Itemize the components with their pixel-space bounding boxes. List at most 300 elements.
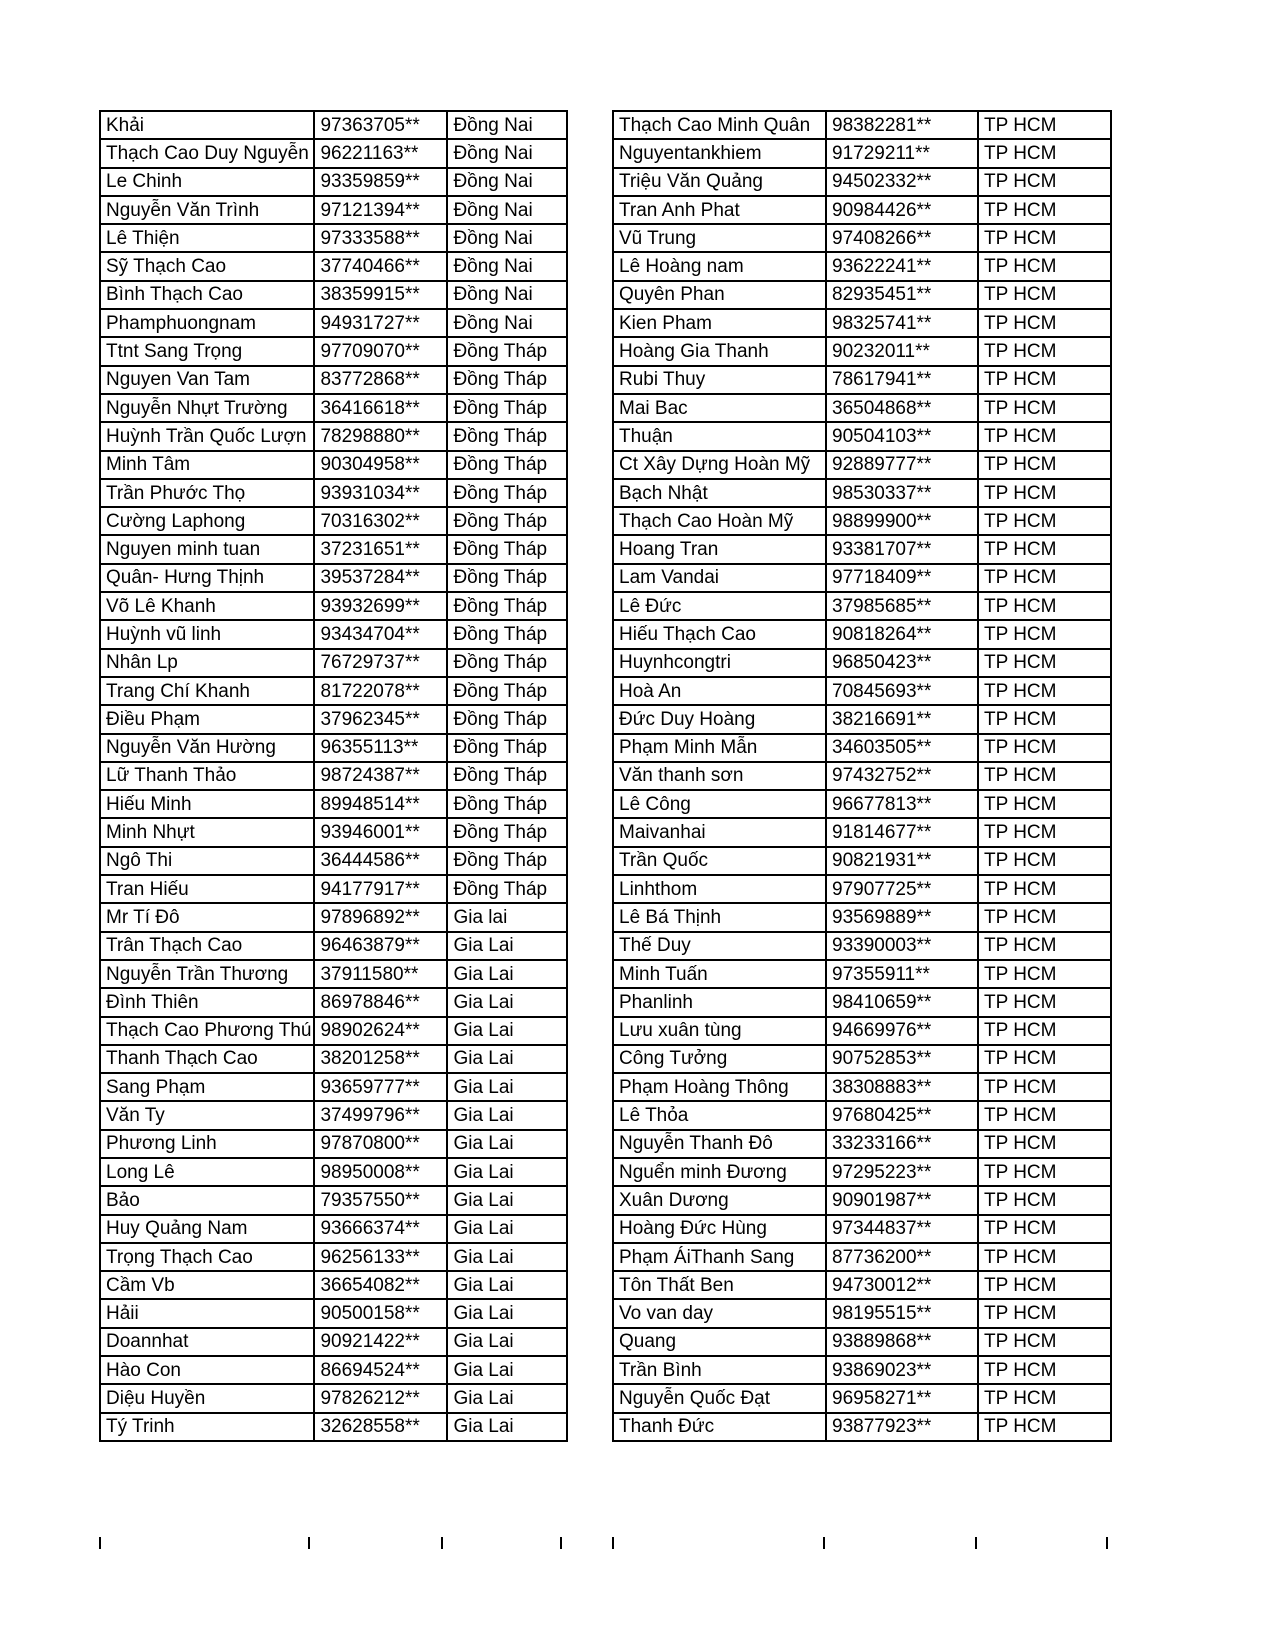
- province-cell: TP HCM: [978, 988, 1111, 1016]
- phone-cell: 94730012**: [826, 1271, 978, 1299]
- table-row: [100, 422, 567, 450]
- phone-cell: 91814677**: [826, 818, 978, 846]
- phone-cell: 38359915**: [314, 281, 447, 309]
- table-row: [613, 620, 1111, 648]
- name-cell: Le Chinh: [100, 168, 314, 196]
- phone-cell: 98195515**: [826, 1299, 978, 1327]
- table-row: [613, 762, 1111, 790]
- province-cell: Gia Lai: [447, 1356, 567, 1384]
- table-row: [100, 139, 567, 167]
- phone-cell: 81722078**: [314, 677, 447, 705]
- phone-cell: 93666374**: [314, 1215, 447, 1243]
- table-row: [100, 620, 567, 648]
- province-cell: TP HCM: [978, 507, 1111, 535]
- phone-cell: 96256133**: [314, 1243, 447, 1271]
- province-cell: Gia Lai: [447, 988, 567, 1016]
- phone-cell: 36504868**: [826, 394, 978, 422]
- phone-cell: 86978846**: [314, 988, 447, 1016]
- phone-cell: 82935451**: [826, 281, 978, 309]
- phone-cell: 38308883**: [826, 1073, 978, 1101]
- phone-cell: 93889868**: [826, 1328, 978, 1356]
- table-row: [613, 1101, 1111, 1129]
- phone-cell: 90901987**: [826, 1186, 978, 1214]
- name-cell: Bảo: [100, 1186, 314, 1214]
- province-cell: TP HCM: [978, 649, 1111, 677]
- table-row: [613, 1215, 1111, 1243]
- table-row: [613, 677, 1111, 705]
- name-cell: Bình Thạch Cao: [100, 281, 314, 309]
- province-cell: Gia Lai: [447, 1186, 567, 1214]
- table-row: [100, 649, 567, 677]
- province-cell: Đồng Tháp: [447, 620, 567, 648]
- table-row: [100, 960, 567, 988]
- table-row: [100, 1243, 567, 1271]
- name-cell: Thạch Cao Duy Nguyễn: [100, 139, 314, 167]
- phone-cell: 97121394**: [314, 196, 447, 224]
- table-row: [613, 1271, 1111, 1299]
- province-cell: TP HCM: [978, 1271, 1111, 1299]
- name-cell: Huy Quảng Nam: [100, 1215, 314, 1243]
- name-cell: Hoàng Đức Hùng: [613, 1215, 826, 1243]
- phone-cell: 98325741**: [826, 309, 978, 337]
- table-row: [100, 1271, 567, 1299]
- province-cell: TP HCM: [978, 705, 1111, 733]
- table-row: [100, 1356, 567, 1384]
- table-row: [613, 535, 1111, 563]
- table-row: [100, 394, 567, 422]
- phone-cell: 98902624**: [314, 1017, 447, 1045]
- name-cell: Thuận: [613, 422, 826, 450]
- province-cell: Đồng Tháp: [447, 677, 567, 705]
- province-cell: Gia Lai: [447, 1413, 567, 1441]
- province-cell: TP HCM: [978, 1299, 1111, 1327]
- phone-cell: 37962345**: [314, 705, 447, 733]
- table-row: [613, 168, 1111, 196]
- phone-cell: 96221163**: [314, 139, 447, 167]
- phone-cell: 94931727**: [314, 309, 447, 337]
- province-cell: Đồng Nai: [447, 281, 567, 309]
- phone-cell: 90818264**: [826, 620, 978, 648]
- phone-cell: 90921422**: [314, 1328, 447, 1356]
- province-cell: TP HCM: [978, 252, 1111, 280]
- phone-cell: 97295223**: [826, 1158, 978, 1186]
- province-cell: TP HCM: [978, 1356, 1111, 1384]
- name-cell: Công Tưởng: [613, 1045, 826, 1073]
- phone-cell: 39537284**: [314, 564, 447, 592]
- province-cell: TP HCM: [978, 1045, 1111, 1073]
- name-cell: Trần Phước Thọ: [100, 479, 314, 507]
- name-cell: Lê Bá Thịnh: [613, 903, 826, 931]
- table-row: [100, 337, 567, 365]
- name-cell: Nhân Lp: [100, 649, 314, 677]
- name-cell: Diệu Huyền: [100, 1384, 314, 1412]
- table-row: [100, 1101, 567, 1129]
- name-cell: Phamphuongnam: [100, 309, 314, 337]
- province-cell: Gia Lai: [447, 1215, 567, 1243]
- name-cell: Nguyen Van Tam: [100, 366, 314, 394]
- phone-cell: 97896892**: [314, 903, 447, 931]
- province-cell: Đồng Nai: [447, 168, 567, 196]
- name-cell: Nguyễn Trần Thương: [100, 960, 314, 988]
- province-cell: Đồng Nai: [447, 111, 567, 139]
- province-cell: TP HCM: [978, 224, 1111, 252]
- table-row: [613, 1073, 1111, 1101]
- table-row: [100, 903, 567, 931]
- table-row: [613, 337, 1111, 365]
- table-row: [613, 394, 1111, 422]
- table-row: [613, 479, 1111, 507]
- phone-cell: 90500158**: [314, 1299, 447, 1327]
- phone-cell: 37740466**: [314, 252, 447, 280]
- province-cell: TP HCM: [978, 281, 1111, 309]
- table-row: [100, 847, 567, 875]
- table-row: [100, 281, 567, 309]
- table-row: [100, 1017, 567, 1045]
- phone-cell: 78298880**: [314, 422, 447, 450]
- table-row: [613, 847, 1111, 875]
- table-row: [613, 252, 1111, 280]
- name-cell: Văn thanh sơn: [613, 762, 826, 790]
- name-cell: Thanh Thạch Cao: [100, 1045, 314, 1073]
- name-cell: Maivanhai: [613, 818, 826, 846]
- phone-cell: 90232011**: [826, 337, 978, 365]
- province-cell: TP HCM: [978, 734, 1111, 762]
- phone-cell: 93659777**: [314, 1073, 447, 1101]
- phone-cell: 97363705**: [314, 111, 447, 139]
- table-row: [613, 1158, 1111, 1186]
- table-row: [613, 1017, 1111, 1045]
- province-cell: Đồng Tháp: [447, 337, 567, 365]
- province-cell: Đồng Tháp: [447, 366, 567, 394]
- name-cell: Huynhcongtri: [613, 649, 826, 677]
- name-cell: Mr Tí Đô: [100, 903, 314, 931]
- province-cell: Đồng Tháp: [447, 535, 567, 563]
- table-row: [100, 1158, 567, 1186]
- table-row: [100, 507, 567, 535]
- table-row: [613, 111, 1111, 139]
- province-cell: Đồng Tháp: [447, 762, 567, 790]
- name-cell: Sỹ Thạch Cao: [100, 252, 314, 280]
- phone-cell: 97344837**: [826, 1215, 978, 1243]
- province-cell: TP HCM: [978, 1158, 1111, 1186]
- table-row: [613, 309, 1111, 337]
- name-cell: Thạch Cao Phương Thú: [100, 1017, 314, 1045]
- phone-cell: 92889777**: [826, 451, 978, 479]
- table-row: [613, 1384, 1111, 1412]
- name-cell: Tran Hiếu: [100, 875, 314, 903]
- table-row: [100, 309, 567, 337]
- name-cell: Hoà An: [613, 677, 826, 705]
- name-cell: Võ Lê Khanh: [100, 592, 314, 620]
- province-cell: TP HCM: [978, 932, 1111, 960]
- province-cell: Đồng Nai: [447, 309, 567, 337]
- phone-cell: 93946001**: [314, 818, 447, 846]
- name-cell: Nguyễn Văn Trình: [100, 196, 314, 224]
- name-cell: Phạm Minh Mẫn: [613, 734, 826, 762]
- phone-cell: 94177917**: [314, 875, 447, 903]
- table-border-stub: [308, 1537, 310, 1549]
- province-cell: TP HCM: [978, 620, 1111, 648]
- table-row: [100, 564, 567, 592]
- table-row: [100, 451, 567, 479]
- table-row: [613, 1243, 1111, 1271]
- name-cell: Lê Thiện: [100, 224, 314, 252]
- phone-cell: 37499796**: [314, 1101, 447, 1129]
- name-cell: Tôn Thất Ben: [613, 1271, 826, 1299]
- province-cell: TP HCM: [978, 903, 1111, 931]
- table-row: [100, 875, 567, 903]
- phone-cell: 89948514**: [314, 790, 447, 818]
- table-row: [613, 1299, 1111, 1327]
- phone-cell: 76729737**: [314, 649, 447, 677]
- table-row: [100, 818, 567, 846]
- province-cell: TP HCM: [978, 818, 1111, 846]
- phone-cell: 36654082**: [314, 1271, 447, 1299]
- name-cell: Lữ Thanh Thảo: [100, 762, 314, 790]
- name-cell: Lưu xuân tùng: [613, 1017, 826, 1045]
- name-cell: Kien Pham: [613, 309, 826, 337]
- province-cell: TP HCM: [978, 1017, 1111, 1045]
- phone-cell: 98382281**: [826, 111, 978, 139]
- province-cell: TP HCM: [978, 196, 1111, 224]
- province-cell: Gia Lai: [447, 932, 567, 960]
- name-cell: Lê Công: [613, 790, 826, 818]
- province-cell: TP HCM: [978, 790, 1111, 818]
- table-row: [100, 705, 567, 733]
- table-row: [613, 1356, 1111, 1384]
- province-cell: Đồng Tháp: [447, 507, 567, 535]
- name-cell: Doannhat: [100, 1328, 314, 1356]
- phone-cell: 70316302**: [314, 507, 447, 535]
- province-cell: Đồng Tháp: [447, 592, 567, 620]
- name-cell: Thạch Cao Minh Quân: [613, 111, 826, 139]
- phone-cell: 97826212**: [314, 1384, 447, 1412]
- phone-cell: 90504103**: [826, 422, 978, 450]
- table-row: [100, 762, 567, 790]
- name-cell: Vo van day: [613, 1299, 826, 1327]
- province-cell: Gia Lai: [447, 1045, 567, 1073]
- phone-cell: 86694524**: [314, 1356, 447, 1384]
- province-cell: TP HCM: [978, 422, 1111, 450]
- phone-cell: 97907725**: [826, 875, 978, 903]
- table-row: [613, 705, 1111, 733]
- name-cell: Tran Anh Phat: [613, 196, 826, 224]
- name-cell: Cường Laphong: [100, 507, 314, 535]
- table-row: [100, 790, 567, 818]
- table-row: [100, 1045, 567, 1073]
- table-row: [100, 734, 567, 762]
- phone-cell: 97333588**: [314, 224, 447, 252]
- name-cell: Lê Đức: [613, 592, 826, 620]
- province-cell: Gia Lai: [447, 1158, 567, 1186]
- table-row: [613, 1413, 1111, 1441]
- table-row: [100, 677, 567, 705]
- table-row: [100, 1328, 567, 1356]
- phone-cell: 93381707**: [826, 535, 978, 563]
- name-cell: Trang Chí Khanh: [100, 677, 314, 705]
- name-cell: Minh Nhựt: [100, 818, 314, 846]
- name-cell: Văn Ty: [100, 1101, 314, 1129]
- table-row: [100, 252, 567, 280]
- name-cell: Ttnt Sang Trọng: [100, 337, 314, 365]
- table-row: [613, 366, 1111, 394]
- phone-cell: 93931034**: [314, 479, 447, 507]
- table-row: [613, 281, 1111, 309]
- phone-cell: 34603505**: [826, 734, 978, 762]
- phone-cell: 93877923**: [826, 1413, 978, 1441]
- province-cell: TP HCM: [978, 762, 1111, 790]
- table-row: [613, 649, 1111, 677]
- province-cell: Gia Lai: [447, 1130, 567, 1158]
- table-row: [613, 818, 1111, 846]
- table-row: [613, 1328, 1111, 1356]
- province-cell: Đồng Nai: [447, 196, 567, 224]
- province-cell: TP HCM: [978, 1215, 1111, 1243]
- province-cell: Gia Lai: [447, 1243, 567, 1271]
- phone-cell: 97680425**: [826, 1101, 978, 1129]
- table-border-stub: [1106, 1537, 1108, 1549]
- table-border-stub: [823, 1537, 825, 1549]
- table-row: [100, 932, 567, 960]
- table-row: [613, 1186, 1111, 1214]
- province-cell: TP HCM: [978, 677, 1111, 705]
- contact-table-left: [99, 110, 568, 1442]
- phone-cell: 93359859**: [314, 168, 447, 196]
- province-cell: TP HCM: [978, 309, 1111, 337]
- name-cell: Quyên Phan: [613, 281, 826, 309]
- province-cell: TP HCM: [978, 337, 1111, 365]
- phone-cell: 78617941**: [826, 366, 978, 394]
- phone-cell: 96958271**: [826, 1384, 978, 1412]
- phone-cell: 37231651**: [314, 535, 447, 563]
- phone-cell: 90304958**: [314, 451, 447, 479]
- name-cell: Hiếu Thạch Cao: [613, 620, 826, 648]
- phone-cell: 93434704**: [314, 620, 447, 648]
- province-cell: Đồng Nai: [447, 224, 567, 252]
- phone-cell: 96850423**: [826, 649, 978, 677]
- phone-cell: 90821931**: [826, 847, 978, 875]
- phone-cell: 98530337**: [826, 479, 978, 507]
- name-cell: Cầm Vb: [100, 1271, 314, 1299]
- table-border-stub: [560, 1537, 562, 1549]
- table-row: [613, 875, 1111, 903]
- province-cell: TP HCM: [978, 1073, 1111, 1101]
- table-border-stub: [99, 1537, 101, 1549]
- province-cell: TP HCM: [978, 366, 1111, 394]
- name-cell: Phương Linh: [100, 1130, 314, 1158]
- table-row: [100, 366, 567, 394]
- name-cell: Xuân Dương: [613, 1186, 826, 1214]
- province-cell: TP HCM: [978, 168, 1111, 196]
- province-cell: TP HCM: [978, 111, 1111, 139]
- name-cell: Đình Thiên: [100, 988, 314, 1016]
- phone-cell: 36444586**: [314, 847, 447, 875]
- table-row: [613, 960, 1111, 988]
- phone-cell: 36416618**: [314, 394, 447, 422]
- phone-cell: 33233166**: [826, 1130, 978, 1158]
- name-cell: Triệu Văn Quảng: [613, 168, 826, 196]
- name-cell: Phạm ÁiThanh Sang: [613, 1243, 826, 1271]
- province-cell: TP HCM: [978, 1101, 1111, 1129]
- province-cell: Đồng Tháp: [447, 790, 567, 818]
- table-row: [613, 451, 1111, 479]
- province-cell: Đồng Tháp: [447, 451, 567, 479]
- phone-cell: 90984426**: [826, 196, 978, 224]
- table-row: [613, 592, 1111, 620]
- province-cell: TP HCM: [978, 394, 1111, 422]
- name-cell: Hào Con: [100, 1356, 314, 1384]
- table-row: [100, 592, 567, 620]
- phone-cell: 96677813**: [826, 790, 978, 818]
- table-row: [100, 1130, 567, 1158]
- phone-cell: 38216691**: [826, 705, 978, 733]
- province-cell: Đồng Tháp: [447, 734, 567, 762]
- table-row: [613, 139, 1111, 167]
- name-cell: Linhthom: [613, 875, 826, 903]
- table-row: [100, 1413, 567, 1441]
- table-row: [100, 1073, 567, 1101]
- table-row: [613, 903, 1111, 931]
- name-cell: Hảii: [100, 1299, 314, 1327]
- phone-cell: 37911580**: [314, 960, 447, 988]
- phone-cell: 98724387**: [314, 762, 447, 790]
- phone-cell: 97870800**: [314, 1130, 447, 1158]
- phone-cell: 70845693**: [826, 677, 978, 705]
- province-cell: Đồng Tháp: [447, 479, 567, 507]
- province-cell: Gia Lai: [447, 1384, 567, 1412]
- province-cell: TP HCM: [978, 875, 1111, 903]
- name-cell: Rubi Thuy: [613, 366, 826, 394]
- province-cell: TP HCM: [978, 1186, 1111, 1214]
- province-cell: TP HCM: [978, 1130, 1111, 1158]
- phone-cell: 83772868**: [314, 366, 447, 394]
- province-cell: Gia Lai: [447, 1101, 567, 1129]
- province-cell: Gia lai: [447, 903, 567, 931]
- name-cell: Đức Duy Hoàng: [613, 705, 826, 733]
- phone-cell: 96355113**: [314, 734, 447, 762]
- table-row: [613, 422, 1111, 450]
- name-cell: Quang: [613, 1328, 826, 1356]
- name-cell: Lê Thỏa: [613, 1101, 826, 1129]
- table-row: [100, 479, 567, 507]
- table-border-stub: [975, 1537, 977, 1549]
- table-border-stub: [612, 1537, 614, 1549]
- province-cell: TP HCM: [978, 564, 1111, 592]
- table-row: [100, 1186, 567, 1214]
- name-cell: Sang Phạm: [100, 1073, 314, 1101]
- name-cell: Trọng Thạch Cao: [100, 1243, 314, 1271]
- province-cell: Đồng Nai: [447, 252, 567, 280]
- name-cell: Nguyễn Văn Hường: [100, 734, 314, 762]
- province-cell: Gia Lai: [447, 1328, 567, 1356]
- table-row: [613, 790, 1111, 818]
- table-row: [100, 1215, 567, 1243]
- name-cell: Minh Tâm: [100, 451, 314, 479]
- name-cell: Lê Hoàng nam: [613, 252, 826, 280]
- province-cell: TP HCM: [978, 960, 1111, 988]
- province-cell: TP HCM: [978, 592, 1111, 620]
- province-cell: Gia Lai: [447, 1073, 567, 1101]
- name-cell: Thế Duy: [613, 932, 826, 960]
- province-cell: Gia Lai: [447, 1271, 567, 1299]
- province-cell: Đồng Tháp: [447, 649, 567, 677]
- province-cell: Đồng Tháp: [447, 818, 567, 846]
- table-row: [613, 932, 1111, 960]
- table-row: [100, 111, 567, 139]
- phone-cell: 87736200**: [826, 1243, 978, 1271]
- name-cell: Long Lê: [100, 1158, 314, 1186]
- table-row: [100, 168, 567, 196]
